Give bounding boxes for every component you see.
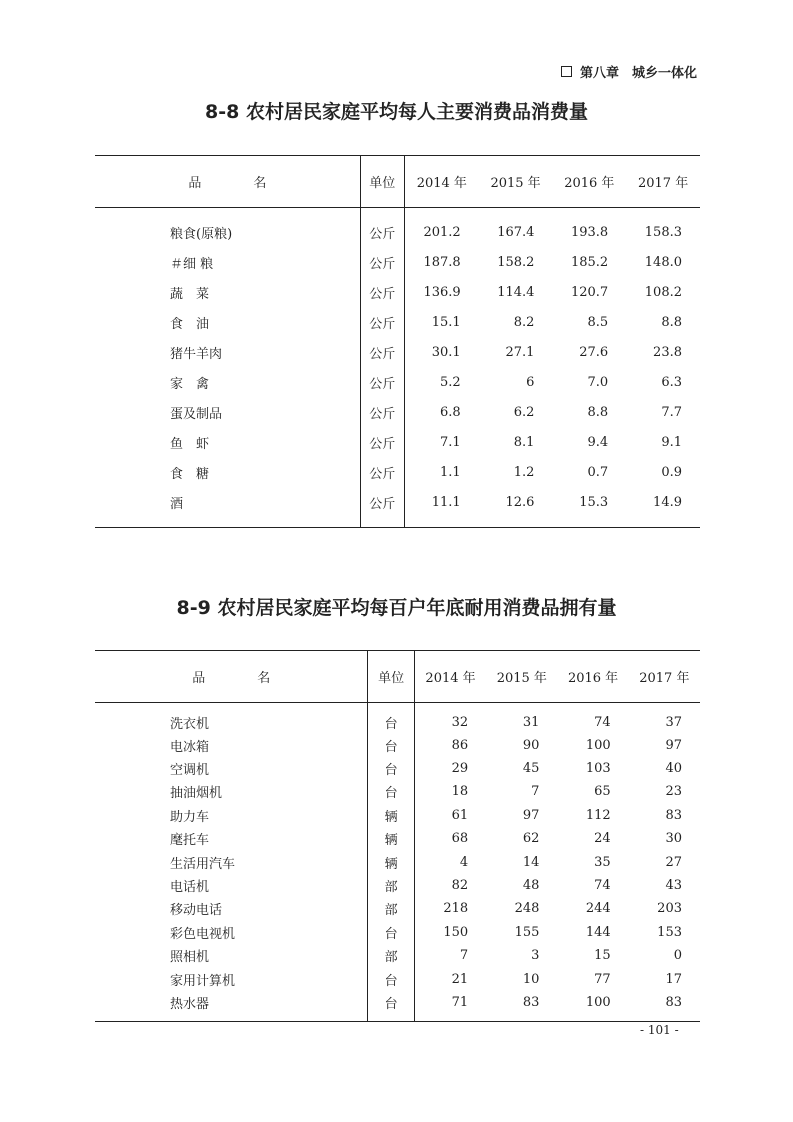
table-row [95, 308, 700, 338]
value-2016: 74 [594, 714, 611, 730]
item-name: 生活用汽车 [170, 856, 236, 872]
value-2015: 27.1 [505, 345, 535, 360]
header-2015: 2015 年 [486, 651, 557, 703]
value-2015: 83 [486, 991, 557, 1022]
value-2014: 218 [443, 901, 469, 917]
item-name: 移动电话 [170, 903, 223, 919]
value-2014: 7.1 [440, 435, 461, 450]
page-number: - 101 - [640, 1023, 679, 1037]
unit-cell: 台 [368, 734, 414, 757]
value-2017: 23.8 [653, 345, 682, 360]
value-2016: 7.0 [587, 375, 609, 390]
table-row [95, 734, 700, 757]
value-2015: 14 [522, 854, 540, 870]
chapter-header [561, 62, 697, 81]
table-row [95, 827, 700, 850]
value-2014: 5.2 [440, 375, 461, 390]
item-name: 家用计算机 [170, 973, 236, 989]
value-2014: 68 [451, 831, 469, 847]
value-2016: 100 [585, 737, 611, 753]
value-2014: 150 [443, 924, 469, 940]
header-name: 品 名 [95, 651, 368, 703]
value-2014: 11.1 [404, 488, 478, 528]
table-row [95, 850, 700, 873]
value-2016: 27.6 [579, 345, 609, 360]
header-name: 品 名 [95, 156, 360, 208]
value-2015: 158.2 [497, 255, 535, 270]
item-name: 彩色电视机 [170, 926, 236, 942]
unit-cell: 部 [368, 874, 414, 897]
item-name: 蔬 菜 [170, 287, 210, 302]
unit-cell: 公斤 [360, 278, 404, 308]
value-2017: 6.3 [661, 375, 682, 390]
table-row [95, 248, 700, 278]
header-2017: 2017 年 [629, 651, 700, 703]
unit-cell: 台 [368, 757, 414, 780]
value-2015: 10 [522, 971, 540, 987]
value-2015: 8.1 [513, 435, 535, 450]
value-2016: 15.3 [552, 488, 626, 528]
value-2015: 1.2 [513, 465, 535, 480]
value-2014: 6.8 [440, 405, 461, 420]
value-2015: 45 [522, 761, 540, 777]
value-2016: 100 [557, 991, 628, 1022]
value-2017: 14.9 [626, 488, 700, 528]
value-2014: 187.8 [423, 255, 461, 270]
unit-cell: 公斤 [360, 308, 404, 338]
value-2017: 7.7 [661, 405, 682, 420]
value-2015: 248 [514, 901, 540, 917]
value-2015: 8.2 [513, 315, 535, 330]
table-row [95, 897, 700, 920]
unit-cell: 辆 [368, 804, 414, 827]
value-2014: 30.1 [431, 345, 461, 360]
item-name: 食 糖 [170, 467, 210, 482]
value-2017: 153 [657, 924, 682, 940]
item-name: 空调机 [170, 763, 210, 779]
value-2015: 62 [522, 831, 540, 847]
value-2015: 12.6 [479, 488, 553, 528]
unit-cell: 台 [368, 991, 414, 1022]
value-2016: 77 [594, 971, 611, 987]
item-name: 热水器 [95, 991, 368, 1022]
value-2015: 155 [514, 924, 540, 940]
value-2015: 97 [522, 807, 540, 823]
value-2014: 86 [451, 737, 469, 753]
table-row [95, 458, 700, 488]
value-2015: 7 [531, 784, 540, 800]
value-2017: 30 [665, 831, 682, 847]
item-name: 电冰箱 [170, 739, 210, 755]
unit-cell: 公斤 [360, 208, 404, 248]
value-2017: 83 [629, 991, 700, 1022]
table-header-row [95, 651, 700, 703]
value-2016: 8.8 [587, 405, 609, 420]
item-name: 电话机 [170, 880, 210, 896]
value-2016: 185.2 [570, 255, 609, 270]
value-2016: 8.5 [587, 315, 609, 330]
value-2015: 3 [531, 948, 540, 964]
header-2014: 2014 年 [414, 651, 486, 703]
unit-cell: 公斤 [360, 248, 404, 278]
item-name: 麾托车 [170, 833, 210, 849]
table-row [95, 967, 700, 990]
value-2014: 4 [459, 854, 469, 870]
value-2016: 0.7 [587, 465, 609, 480]
header-2016: 2016 年 [552, 156, 626, 208]
value-2016: 244 [585, 901, 611, 917]
value-2017: 203 [657, 901, 682, 917]
table-row [95, 428, 700, 458]
value-2015: 167.4 [497, 225, 535, 241]
table-row [95, 488, 700, 528]
header-2014: 2014 年 [404, 156, 478, 208]
value-2017: 97 [665, 737, 682, 753]
header-2016: 2016 年 [557, 651, 628, 703]
value-2017: 37 [665, 714, 682, 730]
value-2014: 1.1 [440, 465, 461, 480]
value-2017: 17 [665, 971, 682, 987]
value-2016: 74 [594, 878, 611, 894]
value-2014: 82 [451, 878, 469, 894]
unit-cell: 台 [368, 967, 414, 990]
value-2015: 48 [522, 878, 540, 894]
value-2014: 21 [451, 971, 469, 987]
table-row [95, 398, 700, 428]
unit-cell: 公斤 [360, 458, 404, 488]
header-2017: 2017 年 [626, 156, 700, 208]
value-2014: 18 [451, 784, 469, 800]
header-unit: 单位 [368, 651, 414, 703]
square-icon [561, 66, 572, 77]
value-2014: 32 [451, 714, 469, 730]
durables-table [95, 650, 700, 1022]
value-2016: 9.4 [587, 435, 609, 450]
value-2016: 15 [594, 948, 611, 964]
value-2017: 0 [673, 948, 682, 964]
item-name: 助力车 [170, 809, 210, 825]
value-2016: 144 [585, 924, 611, 940]
value-2015: 6.2 [513, 405, 535, 420]
item-name: 家 禽 [170, 377, 210, 392]
value-2017: 40 [665, 761, 682, 777]
unit-cell: 台 [368, 780, 414, 803]
table-row [95, 921, 700, 944]
unit-cell: 公斤 [360, 338, 404, 368]
value-2015: 31 [522, 714, 540, 730]
unit-cell: 公斤 [360, 428, 404, 458]
item-name: 照相机 [170, 950, 210, 966]
unit-cell: 公斤 [360, 488, 404, 528]
unit-cell: 台 [368, 921, 414, 944]
value-2017: 9.1 [661, 435, 682, 450]
header-2015: 2015 年 [479, 156, 553, 208]
value-2016: 65 [594, 784, 611, 800]
value-2017: 23 [665, 784, 682, 800]
value-2017: 43 [665, 878, 682, 894]
unit-cell: 部 [368, 897, 414, 920]
item-name: 洗衣机 [170, 716, 210, 732]
table-row [95, 208, 700, 248]
value-2015: 6 [526, 375, 535, 390]
item-name: 抽油烟机 [170, 786, 223, 802]
unit-cell: 公斤 [360, 368, 404, 398]
value-2016: 120.7 [570, 285, 609, 300]
consumption-table [95, 155, 700, 528]
chapter-title: 第八章 城乡一体化 [579, 66, 697, 81]
value-2014: 201.2 [423, 225, 461, 241]
value-2014: 7 [459, 948, 469, 964]
table-row [95, 278, 700, 308]
table-row [95, 703, 700, 734]
value-2016: 112 [585, 807, 611, 823]
value-2017: 0.9 [661, 465, 682, 480]
value-2016: 193.8 [570, 225, 609, 241]
table-row [95, 780, 700, 803]
unit-cell: 辆 [368, 827, 414, 850]
value-2017: 158.3 [644, 225, 682, 241]
value-2014: 71 [414, 991, 486, 1022]
value-2016: 24 [594, 831, 611, 847]
item-name: 蛋及制品 [170, 407, 223, 422]
item-name: 粮食(原粮) [170, 227, 233, 243]
item-name: 食 油 [170, 317, 210, 332]
header-unit: 单位 [360, 156, 404, 208]
table2-title: 8-9 农村居民家庭平均每百户年底耐用消费品拥有量 [176, 597, 617, 619]
table-row [95, 874, 700, 897]
value-2014: 61 [451, 807, 469, 823]
value-2017: 27 [665, 854, 682, 870]
item-name: 鱼 虾 [170, 437, 210, 452]
value-2015: 90 [522, 737, 540, 753]
value-2016: 35 [594, 854, 611, 870]
unit-cell: 公斤 [360, 398, 404, 428]
value-2014: 15.1 [431, 315, 461, 330]
value-2015: 114.4 [497, 285, 535, 300]
table-row [95, 991, 700, 1022]
value-2014: 136.9 [423, 285, 461, 300]
item-name: 酒 [95, 488, 360, 528]
item-name: 猪牛羊肉 [170, 347, 223, 362]
table1-title: 8-8 农村居民家庭平均每人主要消费品消费量 [205, 101, 588, 123]
value-2017: 8.8 [661, 315, 682, 330]
unit-cell: 台 [368, 703, 414, 734]
table-row [95, 338, 700, 368]
value-2014: 29 [451, 761, 469, 777]
table-row [95, 757, 700, 780]
item-name: ＃细 粮 [170, 257, 214, 272]
unit-cell: 部 [368, 944, 414, 967]
table-header-row [95, 156, 700, 208]
table-row [95, 368, 700, 398]
table-row [95, 804, 700, 827]
value-2017: 83 [665, 807, 682, 823]
value-2017: 108.2 [644, 285, 682, 300]
value-2016: 103 [585, 761, 611, 777]
table-row [95, 944, 700, 967]
unit-cell: 辆 [368, 850, 414, 873]
value-2017: 148.0 [644, 255, 682, 270]
